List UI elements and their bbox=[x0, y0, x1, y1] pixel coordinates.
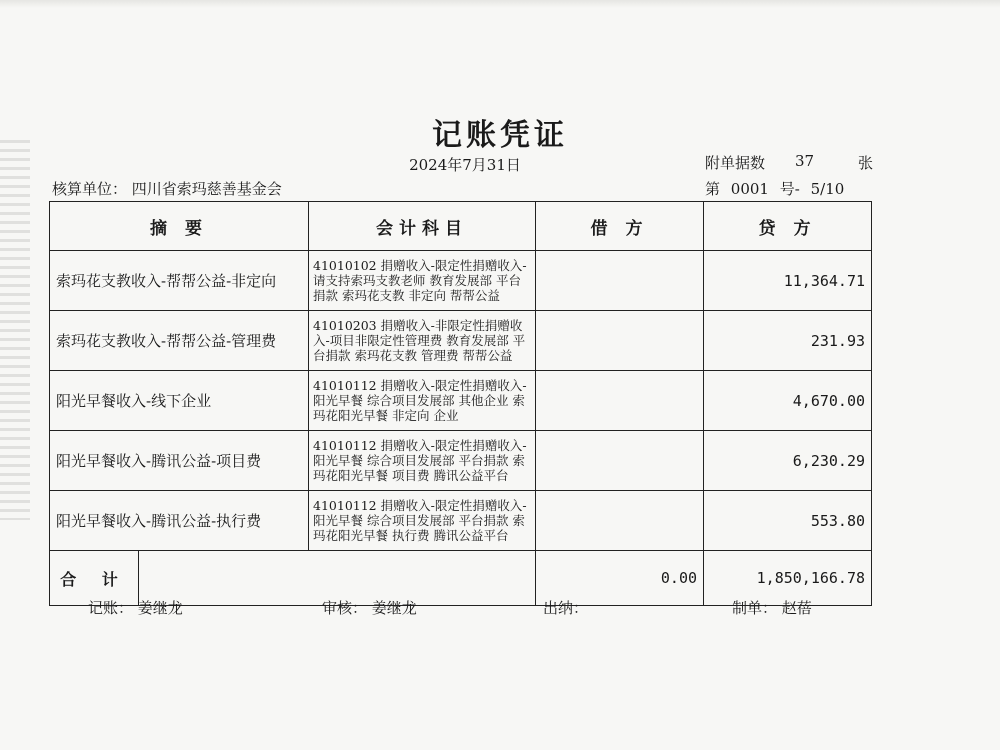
row-account: 41010112 捐赠收入-限定性捐赠收入-阳光早餐 综合项目发展部 平台捐款 索玛花阳光早餐 项目费 腾讯公益平台 bbox=[309, 431, 536, 491]
table-row bbox=[50, 491, 872, 551]
scan-artifact bbox=[0, 140, 30, 520]
table-row bbox=[50, 311, 872, 371]
row-summary: 阳光早餐收入-线下企业 bbox=[50, 371, 309, 431]
attachment-count bbox=[705, 152, 873, 173]
footer-preparer: 制单： 赵蓓 bbox=[732, 599, 812, 617]
row-debit bbox=[536, 491, 704, 551]
row-debit bbox=[536, 311, 704, 371]
attachment-number: 37 bbox=[795, 152, 815, 170]
attachment-label: 附单据数 bbox=[705, 154, 766, 172]
footer-reviewer: 审核： 姜继龙 bbox=[322, 599, 417, 617]
voucher-num: 0001 bbox=[730, 180, 769, 198]
row-account: 41010112 捐赠收入-限定性捐赠收入-阳光早餐 综合项目发展部 平台捐款 索玛花阳光早餐 执行费 腾讯公益平台 bbox=[309, 491, 536, 551]
row-summary: 阳光早餐收入-腾讯公益-执行费 bbox=[50, 491, 309, 551]
header-debit: 借 方 bbox=[536, 202, 704, 251]
total-label: 合 计 bbox=[50, 551, 139, 606]
header-credit: 贷 方 bbox=[704, 202, 872, 251]
voucher-date: 2024年7月31日 bbox=[409, 156, 521, 174]
voucher-number bbox=[705, 178, 873, 199]
row-account: 41010203 捐赠收入-非限定性捐赠收入-项目非限定性管理费 教育发展部 平台捐款 索玛花支教 管理费 帮帮公益 bbox=[309, 311, 536, 371]
table-row bbox=[50, 371, 872, 431]
row-summary: 索玛花支教收入-帮帮公益-非定向 bbox=[50, 251, 309, 311]
voucher-page: 5/10 bbox=[810, 180, 845, 198]
header-summary: 摘 要 bbox=[50, 202, 309, 251]
voucher-table bbox=[49, 201, 872, 606]
total-credit: 1,850,166.78 bbox=[704, 551, 872, 606]
row-credit: 231.93 bbox=[704, 311, 872, 371]
row-account: 41010112 捐赠收入-限定性捐赠收入-阳光早餐 综合项目发展部 其他企业 索玛花阳光早餐 非定向 企业 bbox=[309, 371, 536, 431]
table-row bbox=[50, 251, 872, 311]
row-debit bbox=[536, 251, 704, 311]
row-account: 41010102 捐赠收入-限定性捐赠收入-请支持索玛支教老师 教育发展部 平台捐款 索玛花支教 非定向 帮帮公益 bbox=[309, 251, 536, 311]
total-debit: 0.00 bbox=[536, 551, 704, 606]
voucher-prefix: 第 bbox=[705, 180, 721, 198]
row-summary: 索玛花支教收入-帮帮公益-管理费 bbox=[50, 311, 309, 371]
footer-bookkeeper: 记账： 姜继龙 bbox=[88, 599, 183, 617]
table-header-row bbox=[50, 202, 872, 251]
footer-cashier: 出纳： bbox=[543, 599, 589, 617]
row-credit: 6,230.29 bbox=[704, 431, 872, 491]
row-debit bbox=[536, 371, 704, 431]
row-credit: 4,670.00 bbox=[704, 371, 872, 431]
document-title: 记账凭证 bbox=[432, 118, 568, 153]
accounting-unit: 核算单位： 四川省索玛慈善基金会 bbox=[52, 180, 282, 198]
attachment-unit: 张 bbox=[857, 154, 873, 172]
row-credit: 11,364.71 bbox=[704, 251, 872, 311]
row-summary: 阳光早餐收入-腾讯公益-项目费 bbox=[50, 431, 309, 491]
page-edge bbox=[0, 0, 1000, 8]
row-credit: 553.80 bbox=[704, 491, 872, 551]
voucher-suffix: 号- bbox=[779, 180, 800, 198]
row-debit bbox=[536, 431, 704, 491]
table-row bbox=[50, 431, 872, 491]
header-account: 会计科目 bbox=[309, 202, 536, 251]
